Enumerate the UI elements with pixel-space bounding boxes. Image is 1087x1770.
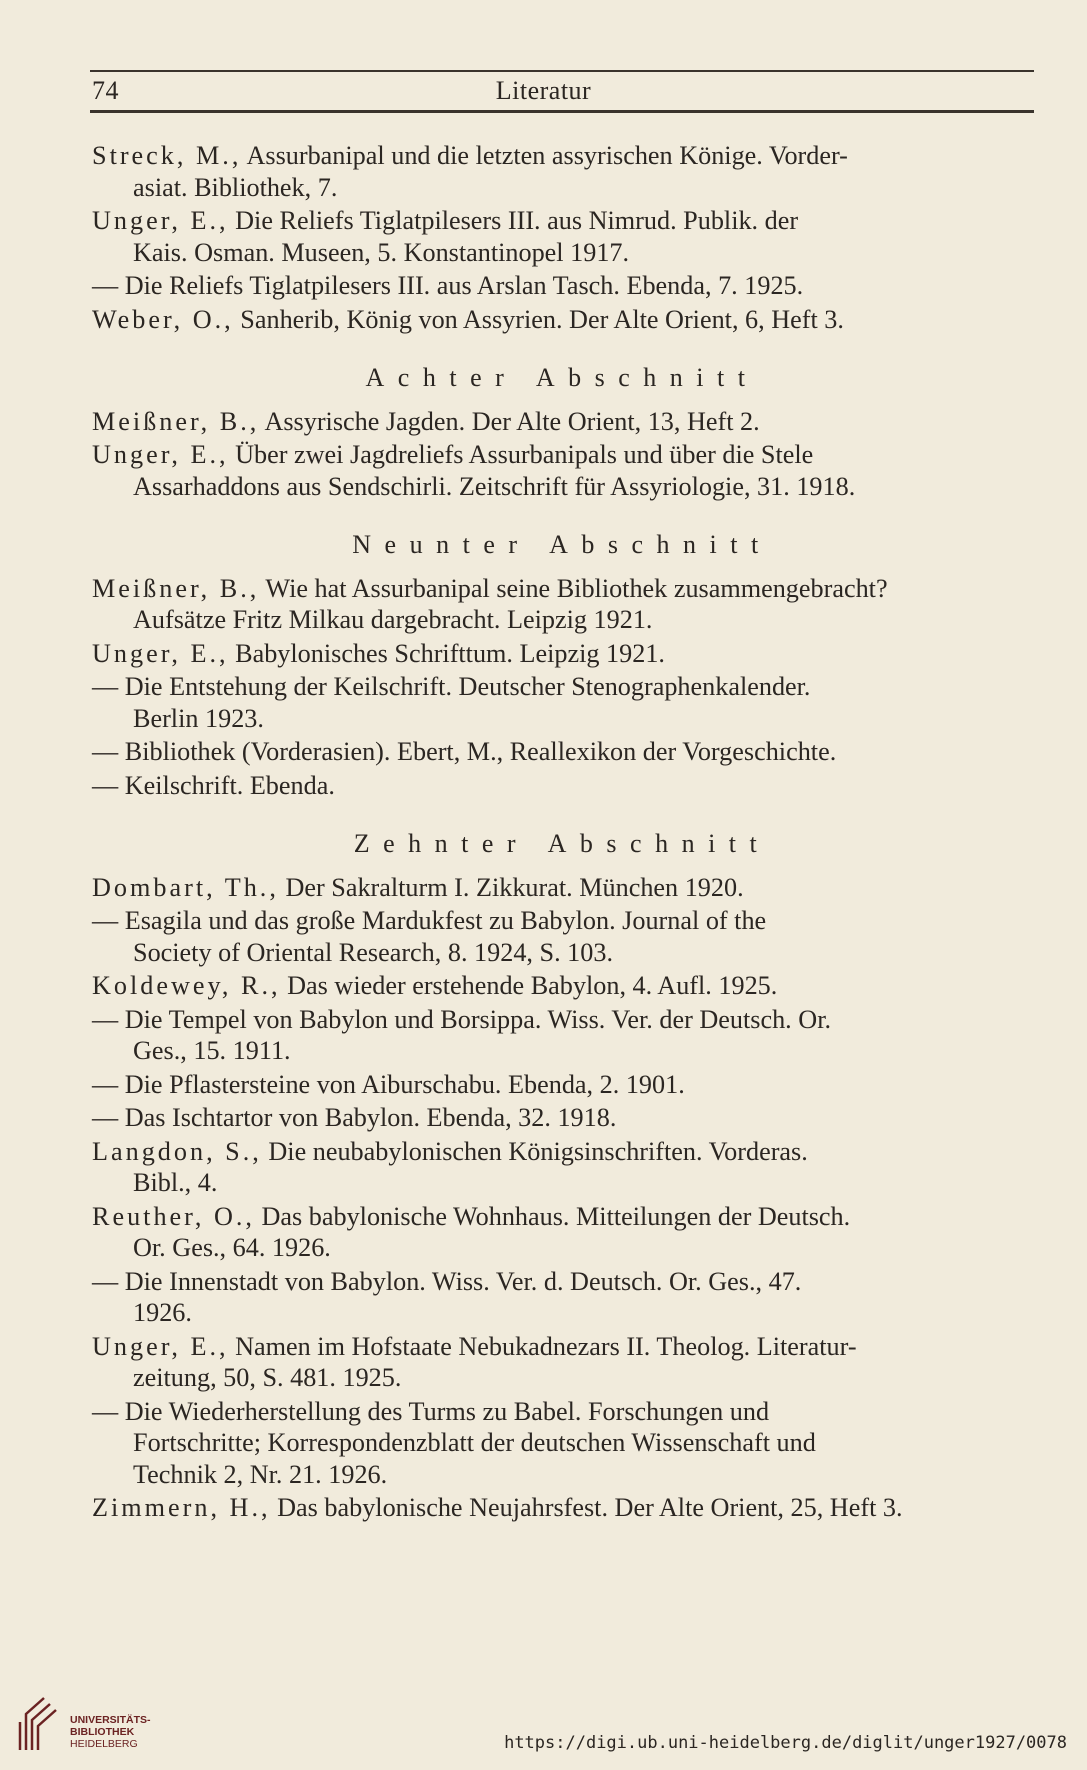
bibliography-entry: [92, 439, 1032, 502]
entry-first-line: [92, 573, 1032, 605]
entry-author: Meißner, B.,: [92, 573, 260, 603]
entry-text: Or. Ges., 64. 1926.: [133, 1233, 331, 1262]
section-heading: Zehnter Abschnitt: [353, 829, 771, 858]
entry-text: Babylonisches Schrifttum. Leipzig 1921.: [235, 638, 665, 668]
entry-first-line: [92, 406, 1032, 438]
library-logo[interactable]: [14, 1694, 174, 1754]
bibliography-entry: [92, 270, 1032, 302]
bibliography-entry: [92, 406, 1032, 438]
entry-text: Die Reliefs Tiglatpilesers III. aus Nimrud. Publik. der: [235, 206, 799, 235]
entry-text: Das Ischtartor von Babylon. Ebenda, 32. 1918.: [124, 1103, 617, 1132]
bibliography-entry: [92, 1136, 1032, 1199]
entry-text: Der Sakralturm I. Zikkurat. München 1920.: [285, 872, 744, 902]
entry-author: —: [92, 906, 119, 935]
entry-text: Berlin 1923.: [133, 703, 264, 733]
entry-text: Ges., 15. 1911.: [133, 1036, 291, 1065]
entry-first-line: [92, 770, 1032, 802]
entry-continuation-line: [92, 703, 1032, 735]
entry-text: Keilschrift. Ebenda.: [124, 770, 335, 800]
entry-continuation-line: [92, 1362, 1032, 1394]
section-heading: Neunter Abschnitt: [352, 530, 772, 559]
entry-first-line: [92, 970, 1032, 1002]
entry-text: Die neubabylonischen Königsinschriften. Vorderas.: [268, 1136, 808, 1166]
bibliography-entry: [92, 1492, 1032, 1524]
bibliography-entry: [92, 872, 1032, 904]
bibliography-entry: [92, 671, 1032, 734]
entry-author: —: [92, 672, 119, 701]
entry-first-line: [92, 1136, 1032, 1168]
entry-author: —: [92, 1069, 119, 1099]
entry-text: Die Wiederherstellung des Turms zu Babel. Forschungen und: [124, 1396, 770, 1426]
entry-author: —: [92, 1396, 119, 1426]
entry-first-line: [92, 638, 1032, 670]
entry-author: Unger, E.,: [92, 440, 229, 469]
entry-text: Assarhaddons aus Sendschirli. Zeitschrift für Assyriologie, 31. 1918.: [133, 471, 856, 501]
logo-line: BIBLIOTHEK: [70, 1726, 135, 1738]
bibliography-entry: [92, 970, 1032, 1002]
bibliography-entry: [92, 1201, 1032, 1264]
entry-continuation-line: [92, 604, 1032, 636]
entry-text: Die Tempel von Babylon und Borsippa. Wiss. Ver. der Deutsch. Or.: [124, 1004, 832, 1034]
bibliography-entry: [92, 1396, 1032, 1491]
entry-author: —: [92, 1004, 119, 1034]
entry-text: Esagila und das große Mardukfest zu Babylon. Journal of the: [124, 906, 767, 935]
entry-text: Über zwei Jagdreliefs Assurbanipals und über die Stele: [235, 440, 814, 469]
entry-text: Das wieder erstehende Babylon, 4. Aufl. 1925.: [287, 971, 778, 1000]
entry-text: Das babylonische Neujahrsfest. Der Alte Orient, 25, Heft 3.: [277, 1493, 903, 1522]
entry-text: Wie hat Assurbanipal seine Bibliothek zusammengebracht?: [265, 573, 888, 603]
entry-first-line: [92, 1102, 1032, 1134]
bibliography-entry: [92, 140, 1032, 203]
running-title: Literatur: [495, 76, 592, 105]
entry-text: asiat. Bibliothek, 7.: [133, 172, 338, 202]
entry-first-line: [92, 1069, 1032, 1101]
entry-continuation-line: [92, 1427, 1032, 1459]
entry-author: Unger, E.,: [92, 206, 229, 235]
entry-first-line: [92, 1492, 1032, 1524]
entry-continuation-line: [92, 1297, 1032, 1329]
entry-continuation-line: [92, 1035, 1032, 1067]
bibliography-list: [92, 140, 1032, 1526]
section-heading: Achter Abschnitt: [365, 363, 759, 392]
entry-first-line: [92, 905, 1032, 937]
entry-author: Reuther, O.,: [92, 1201, 255, 1231]
entry-text: Aufsätze Fritz Milkau dargebracht. Leipzig 1921.: [133, 605, 653, 634]
entry-author: Unger, E.,: [92, 638, 229, 668]
entry-continuation-line: [92, 471, 1032, 503]
entry-text: Die Reliefs Tiglatpilesers III. aus Arslan Tasch. Ebenda, 7. 1925.: [124, 271, 804, 300]
page-number: 74: [92, 76, 119, 105]
logo-line: HEIDELBERG: [70, 1738, 138, 1750]
entry-author: Koldewey, R.,: [92, 971, 281, 1000]
entry-author: Weber, O.,: [92, 304, 234, 334]
header-rule-bottom: [90, 110, 1034, 113]
entry-text: Society of Oriental Research, 8. 1924, S. 103.: [133, 937, 614, 967]
library-logo-icon: [14, 1694, 62, 1754]
bibliography-entry: [92, 205, 1032, 268]
entry-continuation-line: [92, 237, 1032, 269]
bibliography-entry: [92, 573, 1032, 636]
entry-text: Das babylonische Wohnhaus. Mitteilungen der Deutsch.: [261, 1201, 851, 1231]
bibliography-entry: [92, 1102, 1032, 1134]
entry-author: —: [92, 737, 119, 766]
entry-text: Sanherib, König von Assyrien. Der Alte Orient, 6, Heft 3.: [240, 304, 844, 334]
entry-first-line: [92, 439, 1032, 471]
entry-first-line: [92, 872, 1032, 904]
entry-text: Bibl., 4.: [133, 1168, 218, 1197]
entry-first-line: [92, 1266, 1032, 1298]
entry-text: Namen im Hofstaate Nebukadnezars II. Theolog. Literatur-: [235, 1331, 857, 1361]
entry-author: —: [92, 271, 119, 300]
header-rule: [90, 70, 1034, 72]
entry-text: Assurbanipal und die letzten assyrischen Könige. Vorder-: [246, 141, 848, 170]
bibliography-entry: [92, 1266, 1032, 1329]
entry-author: Unger, E.,: [92, 1331, 229, 1361]
bibliography-entry: [92, 638, 1032, 670]
entry-first-line: [92, 1004, 1032, 1036]
entry-author: Zimmern, H.,: [92, 1493, 271, 1522]
bibliography-entry: [92, 1331, 1032, 1394]
bibliography-entry: [92, 1004, 1032, 1067]
entry-first-line: [92, 1396, 1032, 1428]
entry-text: Assyrische Jagden. Der Alte Orient, 13, Heft 2.: [264, 406, 760, 436]
entry-continuation-line: [92, 1459, 1032, 1491]
entry-first-line: [92, 1201, 1032, 1233]
logo-line: UNIVERSITÄTS-: [70, 1714, 151, 1726]
entry-continuation-line: [92, 937, 1032, 969]
source-url[interactable]: https://digi.ub.uni-heidelberg.de/diglit/unger1927/0078: [504, 1733, 1067, 1753]
bibliography-entry: [92, 1069, 1032, 1101]
entry-continuation-line: [92, 1232, 1032, 1264]
entry-author: Meißner, B.,: [92, 406, 260, 436]
entry-first-line: [92, 736, 1032, 768]
entry-text: Fortschritte; Korrespondenzblatt der deutschen Wissenschaft und: [133, 1428, 816, 1457]
entry-text: Kais. Osman. Museen, 5. Konstantinopel 1917.: [133, 237, 630, 267]
entry-text: Die Innenstadt von Babylon. Wiss. Ver. d. Deutsch. Or. Ges., 47.: [124, 1266, 802, 1296]
entry-author: Langdon, S.,: [92, 1136, 262, 1166]
entry-first-line: [92, 205, 1032, 237]
entry-author: Streck, M.,: [92, 141, 242, 170]
entry-first-line: [92, 270, 1032, 302]
bibliography-entry: [92, 736, 1032, 768]
entry-continuation-line: [92, 172, 1032, 204]
bibliography-entry: [92, 304, 1032, 336]
bibliography-entry: [92, 770, 1032, 802]
entry-author: Dombart, Th.,: [92, 872, 279, 902]
entry-first-line: [92, 304, 1032, 336]
entry-author: —: [92, 770, 119, 800]
entry-author: —: [92, 1103, 119, 1132]
library-logo-text: [70, 1714, 151, 1750]
bibliography-entry: [92, 905, 1032, 968]
entry-text: Die Entstehung der Keilschrift. Deutscher Stenographenkalender.: [124, 672, 811, 701]
entry-first-line: [92, 671, 1032, 703]
entry-first-line: [92, 140, 1032, 172]
entry-text: 1926.: [133, 1298, 192, 1327]
entry-author: —: [92, 1266, 119, 1296]
entry-text: Die Pflastersteine von Aiburschabu. Ebenda, 2. 1901.: [124, 1069, 685, 1099]
entry-continuation-line: [92, 1167, 1032, 1199]
entry-text: Bibliothek (Vorderasien). Ebert, M., Reallexikon der Vorgeschichte.: [124, 737, 837, 766]
entry-text: zeitung, 50, S. 481. 1925.: [133, 1363, 402, 1392]
entry-first-line: [92, 1331, 1032, 1363]
entry-text: Technik 2, Nr. 21. 1926.: [133, 1459, 388, 1489]
